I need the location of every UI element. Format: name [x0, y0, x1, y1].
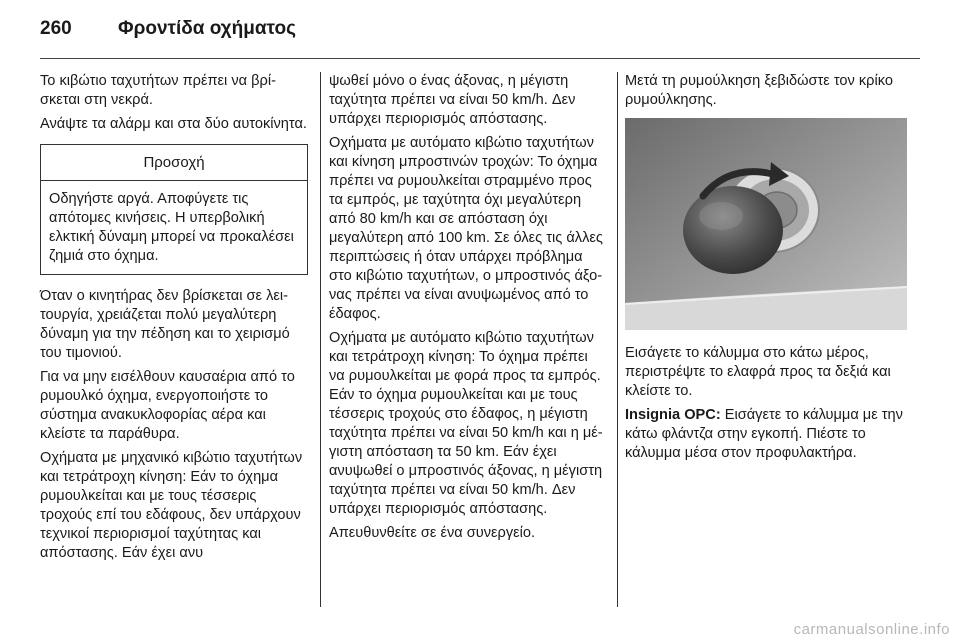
- caution-title: Προσοχή: [41, 145, 307, 181]
- paragraph-workshop: Απευθυνθείτε σε ένα συνεργείο.: [329, 525, 536, 541]
- opc-text: Εισάγετε το κάλυμμα με την κάτω φλάντζα στην εγκοπή. Πιέστε το κάλυμμα μέσα στον προφυλακτήρα.: [625, 407, 903, 461]
- column-1: [40, 72, 308, 568]
- paragraph-neutral-gear: Το κιβώτιο ταχυτήτων πρέπει να βρίσκεται στη νεκρά.: [40, 73, 276, 108]
- column-3: [625, 72, 915, 468]
- header-divider: [40, 58, 920, 59]
- paragraph-opc: [625, 406, 915, 463]
- page-title: Φροντίδα οχήματος: [118, 18, 296, 39]
- paragraph-hazard-lights: Ανάψτε τα αλάρμ και στα δύο αυτοκίνητα.: [40, 116, 307, 132]
- paragraph-auto-fwd: Οχήματα με αυτόματο κιβώτιο ταχυτήτων και κίνηση μπροστινών τροχών: Το όχημα πρέπει να ρυμουλκείται στραμμένο προς τα εμπρός, με ταχύτητα όχι μεγαλύτερη από 80 km/h και σε απόσταση όχι μεγαλύτερη από 100 km. Σε όλες τις άλλες περιπτώσεις ή όταν υπάρχει πρόβλημα στο κιβώτιο ταχυτήτων, ο μπροστινός άξονας πρέπει να είναι ανυψωμένος από το έδαφος.: [329, 135, 603, 322]
- caution-text: Οδηγήστε αργά. Αποφύγετε τις απότομες κινήσεις. Η υπερβολική ελκτική δύναμη μπορεί να προκαλέσει ζημιά στο όχημα.: [49, 191, 294, 264]
- watermark: carmanualsonline.info: [793, 621, 950, 638]
- page-header: [40, 12, 920, 48]
- paragraph-auto-awd: Οχήματα με αυτόματο κιβώτιο ταχυτήτων και τετράτροχη κίνηση: Το όχημα πρέπει να ρυμουλκείται με φορά προς τα εμπρός. Εάν το όχημα ρυμουλκείται και με τους τέσσερις τροχούς στο έδαφος, η μέγιστη ταχύτητα πρέπει να είναι 50 km/h και η μέγιστη απόσταση τα 50 km. Εάν έχει ανυψωθεί ο μπροστινός άξονας, η μέγιστη ταχύτητα πρέπει να είναι 50 km/h. Δεν υπάρχει περιορισμός απόστασης.: [329, 330, 603, 517]
- paragraph-manual-awd-cont: ψωθεί μόνο ο ένας άξονας, η μέγιστη ταχύτητα πρέπει να είναι 50 km/h. Δεν υπάρχει περιορισμός απόστασης.: [329, 73, 576, 127]
- column-divider-2: [617, 72, 618, 607]
- tow-eye-cover-photo: [625, 118, 907, 330]
- page-number: 260: [40, 18, 72, 39]
- column-2: [329, 72, 605, 548]
- paragraph-manual-awd: Οχήματα με μηχανικό κιβώτιο ταχυτήτων και τετράτροχη κίνηση: Εάν το όχημα ρυμουλκείται και με τους τέσσερις τροχούς επί του εδάφους, δεν υπάρχουν τεχνικοί περιορισμοί ταχύτητας και απόστασης. Εάν έχει ανυ: [40, 450, 303, 561]
- column-divider-1: [320, 72, 321, 607]
- paragraph-unscrew-eye: Μετά τη ρυμούλκηση ξεβιδώστε τον κρίκο ρυμούλκησης.: [625, 73, 893, 108]
- opc-label: Insignia OPC:: [625, 407, 721, 423]
- paragraph-engine-off: Όταν ο κινητήρας δεν βρίσκεται σε λειτουργία, χρειάζεται πολύ μεγαλύτερη δύναμη για την πέδηση και το χειρισμό του τιμονιού.: [40, 288, 290, 361]
- paragraph-insert-cover: Εισάγετε το κάλυμμα στο κάτω μέρος, περιστρέψτε το ελαφρά προς τα δεξιά και κλείστε το.: [625, 345, 891, 399]
- caution-box: [40, 144, 308, 275]
- paragraph-exhaust: Για να μην εισέλθουν καυσαέρια από το ρυμουλκό όχημα, ενεργοποιήστε το σύστημα ανακυκλοφορίας αέρα και κλείστε τα παράθυρα.: [40, 369, 295, 442]
